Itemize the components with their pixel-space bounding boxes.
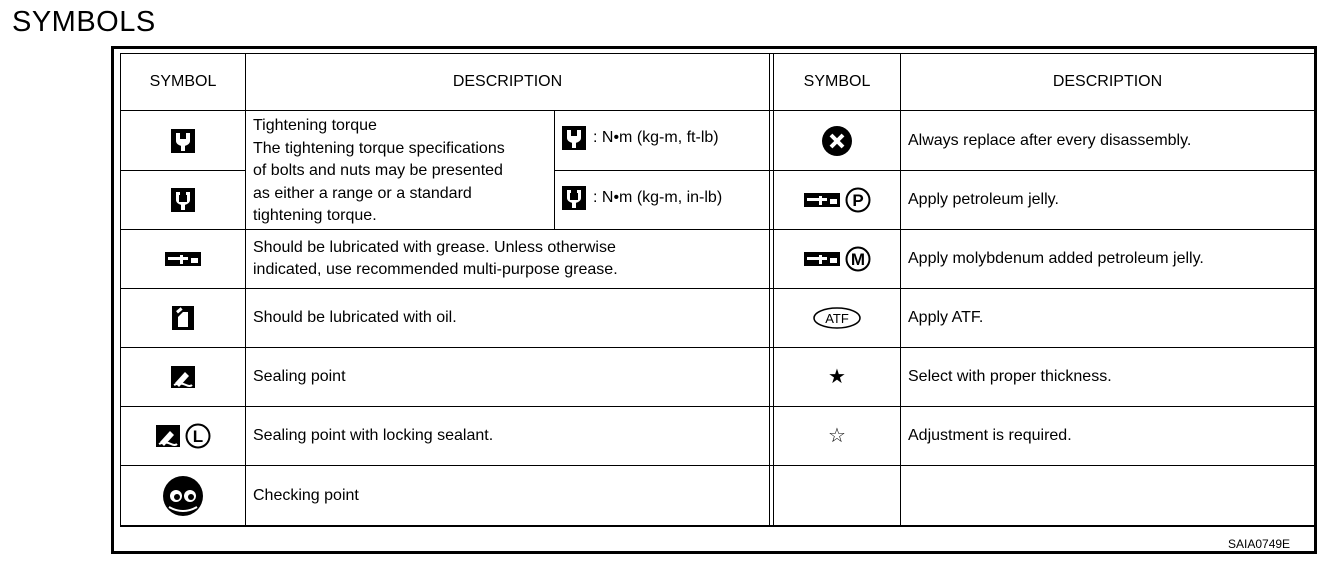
sealant-locking-icon <box>121 407 245 465</box>
oil-can-icon <box>121 289 245 347</box>
outline-star-icon: ☆ <box>828 425 846 447</box>
circle-p-icon <box>845 187 871 213</box>
sealant-icon <box>121 348 245 406</box>
replace-description: Always replace after every disassembly. <box>908 131 1192 149</box>
header-description-right: DESCRIPTION <box>1052 73 1163 90</box>
torque-wrench-bolt-icon <box>121 171 245 229</box>
reference-code: SAIA0749E <box>1228 537 1291 551</box>
grease-description-line: Should be lubricated with grease. Unless otherwise <box>253 239 616 256</box>
circle-m-letter: M <box>850 250 866 269</box>
filled-star-icon: ★ <box>828 366 846 388</box>
atf-label: ATF <box>825 311 849 326</box>
torque-description-line: of bolts and nuts may be presented <box>253 162 503 179</box>
grease-description <box>246 230 769 288</box>
petroleum-jelly-icon <box>774 171 900 229</box>
grease-icon <box>803 191 841 209</box>
sealant-locking-description: Sealing point with locking sealant. <box>253 427 494 444</box>
molybdenum-jelly-description: Apply molybdenum added petroleum jelly. <box>908 250 1204 267</box>
checking-point-icon <box>121 466 245 525</box>
circle-m-icon <box>845 246 871 272</box>
torque-unit-ft-lb-label: : N•m (kg-m, ft-lb) <box>593 129 719 146</box>
torque-description <box>253 115 553 228</box>
atf-description: Apply ATF. <box>908 309 984 326</box>
circle-p-letter: P <box>852 191 864 210</box>
torque-wrench-icon <box>121 111 245 170</box>
grease-icon <box>803 250 841 268</box>
torque-description-line: tightening torque. <box>253 207 377 224</box>
torque-description-line: The tightening torque specifications <box>253 139 505 157</box>
torque-wrench-bolt-icon <box>561 185 587 211</box>
oil-description: Should be lubricated with oil. <box>253 309 457 326</box>
page-title: SYMBOLS <box>12 6 156 38</box>
grease-icon <box>121 230 245 288</box>
sealant-description: Sealing point <box>253 368 346 385</box>
circle-l-letter: L <box>192 427 204 446</box>
replace-icon <box>774 111 900 170</box>
header-description-left: DESCRIPTION <box>452 73 563 90</box>
torque-unit-in-lb <box>561 185 722 211</box>
adjustment-description: Adjustment is required. <box>908 427 1072 444</box>
molybdenum-jelly-icon <box>774 230 900 288</box>
torque-wrench-icon <box>561 125 587 151</box>
petroleum-jelly-description: Apply petroleum jelly. <box>908 191 1059 208</box>
torque-description-line: Tightening torque <box>253 117 377 134</box>
checking-point-description: Checking point <box>253 486 359 504</box>
header-symbol-left: SYMBOL <box>149 73 217 90</box>
thickness-description: Select with proper thickness. <box>908 368 1112 385</box>
grease-description-line: indicated, use recommended multi-purpose grease. <box>253 261 618 278</box>
torque-unit-in-lb-label: : N•m (kg-m, in-lb) <box>593 189 723 206</box>
atf-icon <box>774 289 900 347</box>
torque-unit-ft-lb <box>561 125 719 151</box>
torque-description-line: as either a range or a standard <box>253 184 472 202</box>
header-symbol-right: SYMBOL <box>803 73 871 90</box>
circle-l-icon <box>185 423 211 449</box>
